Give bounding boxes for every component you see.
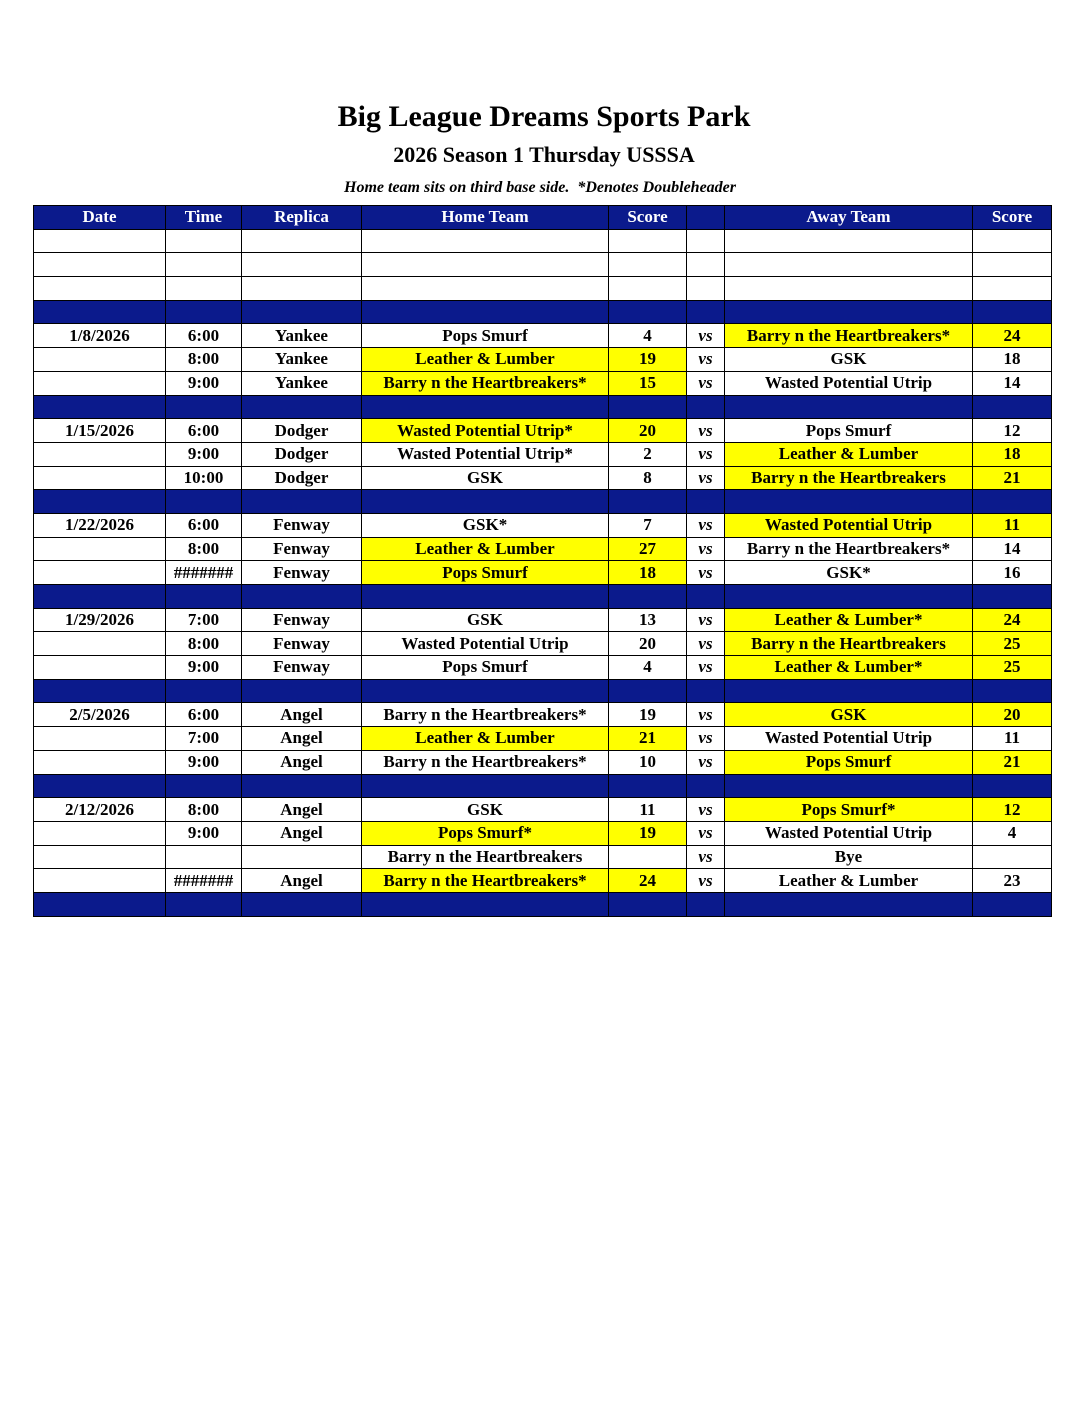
empty-row xyxy=(34,277,1052,301)
away-score-cell: 25 xyxy=(973,656,1052,680)
away-score-cell: 18 xyxy=(973,348,1052,372)
home-team-cell: GSK* xyxy=(362,513,609,537)
date-cell xyxy=(34,869,166,893)
home-score-cell: 20 xyxy=(609,632,687,656)
away-team-cell xyxy=(725,679,973,703)
time-cell xyxy=(166,892,242,916)
away-score-cell: 21 xyxy=(973,750,1052,774)
vs-cell: vs xyxy=(687,798,725,822)
home-score-cell: 27 xyxy=(609,537,687,561)
home-score-cell xyxy=(609,229,687,253)
date-cell xyxy=(34,490,166,514)
time-cell: 6:00 xyxy=(166,703,242,727)
home-team-cell: Pops Smurf* xyxy=(362,821,609,845)
replica-cell xyxy=(242,490,362,514)
vs-cell: vs xyxy=(687,845,725,869)
date-cell xyxy=(34,300,166,324)
home-score-cell xyxy=(609,679,687,703)
home-team-cell: Barry n the Heartbreakers* xyxy=(362,371,609,395)
vs-cell xyxy=(687,395,725,419)
time-cell: 6:00 xyxy=(166,513,242,537)
time-cell xyxy=(166,395,242,419)
date-cell xyxy=(34,277,166,301)
vs-cell: vs xyxy=(687,727,725,751)
time-cell: 9:00 xyxy=(166,750,242,774)
replica-cell: Angel xyxy=(242,798,362,822)
home-score-cell xyxy=(609,892,687,916)
replica-cell xyxy=(242,892,362,916)
vs-cell xyxy=(687,277,725,301)
replica-cell: Angel xyxy=(242,821,362,845)
date-cell: 1/8/2026 xyxy=(34,324,166,348)
away-team-cell: Leather & Lumber xyxy=(725,442,973,466)
home-team-cell xyxy=(362,395,609,419)
home-score-cell: 8 xyxy=(609,466,687,490)
date-cell: 1/22/2026 xyxy=(34,513,166,537)
date-cell xyxy=(34,371,166,395)
replica-cell xyxy=(242,774,362,798)
home-score-cell: 18 xyxy=(609,561,687,585)
away-score-cell xyxy=(973,679,1052,703)
home-score-cell xyxy=(609,845,687,869)
home-score-cell: 19 xyxy=(609,703,687,727)
away-score-cell: 12 xyxy=(973,419,1052,443)
away-score-cell: 4 xyxy=(973,821,1052,845)
date-cell xyxy=(34,229,166,253)
away-score-cell xyxy=(973,845,1052,869)
separator-row xyxy=(34,300,1052,324)
away-team-cell xyxy=(725,585,973,609)
replica-cell: Fenway xyxy=(242,537,362,561)
away-team-cell: Pops Smurf xyxy=(725,419,973,443)
vs-cell: vs xyxy=(687,632,725,656)
away-score-cell: 11 xyxy=(973,727,1052,751)
home-score-cell: 2 xyxy=(609,442,687,466)
home-team-cell: Barry n the Heartbreakers xyxy=(362,845,609,869)
vs-cell: vs xyxy=(687,869,725,893)
home-team-cell xyxy=(362,585,609,609)
header-time: Time xyxy=(166,206,242,230)
date-cell xyxy=(34,727,166,751)
table-row xyxy=(34,845,1052,869)
date-cell xyxy=(34,679,166,703)
away-score-cell xyxy=(973,892,1052,916)
replica-cell: Fenway xyxy=(242,632,362,656)
away-team-cell: Barry n the Heartbreakers xyxy=(725,632,973,656)
empty-row xyxy=(34,229,1052,253)
vs-cell xyxy=(687,585,725,609)
home-team-cell: Leather & Lumber xyxy=(362,348,609,372)
vs-cell xyxy=(687,679,725,703)
home-team-cell: Pops Smurf xyxy=(362,324,609,348)
time-cell: 6:00 xyxy=(166,324,242,348)
home-team-cell: GSK xyxy=(362,466,609,490)
time-cell: 9:00 xyxy=(166,371,242,395)
replica-cell: Fenway xyxy=(242,656,362,680)
away-team-cell: Bye xyxy=(725,845,973,869)
table-row xyxy=(34,632,1052,656)
replica-cell: Angel xyxy=(242,750,362,774)
separator-row xyxy=(34,892,1052,916)
home-score-cell xyxy=(609,277,687,301)
away-score-cell: 23 xyxy=(973,869,1052,893)
time-cell xyxy=(166,679,242,703)
away-team-cell xyxy=(725,774,973,798)
away-team-cell xyxy=(725,300,973,324)
time-cell xyxy=(166,845,242,869)
away-team-cell xyxy=(725,490,973,514)
away-score-cell: 11 xyxy=(973,513,1052,537)
home-team-cell: Wasted Potential Utrip xyxy=(362,632,609,656)
home-team-cell xyxy=(362,490,609,514)
vs-cell xyxy=(687,490,725,514)
time-cell: 9:00 xyxy=(166,656,242,680)
home-team-cell xyxy=(362,229,609,253)
time-cell: ####### xyxy=(166,561,242,585)
time-cell: 6:00 xyxy=(166,419,242,443)
away-score-cell: 16 xyxy=(973,561,1052,585)
away-team-cell: Barry n the Heartbreakers* xyxy=(725,537,973,561)
time-cell xyxy=(166,229,242,253)
schedule-note: Home team sits on third base side. *Denotes Doubleheader xyxy=(344,179,736,196)
table-row xyxy=(34,656,1052,680)
home-score-cell: 20 xyxy=(609,419,687,443)
replica-cell: Angel xyxy=(242,869,362,893)
replica-cell xyxy=(242,253,362,277)
away-score-cell xyxy=(973,395,1052,419)
time-cell xyxy=(166,300,242,324)
date-cell xyxy=(34,656,166,680)
home-score-cell: 19 xyxy=(609,348,687,372)
away-score-cell: 24 xyxy=(973,324,1052,348)
vs-cell xyxy=(687,300,725,324)
away-score-cell: 14 xyxy=(973,371,1052,395)
schedule-body xyxy=(34,229,1052,916)
vs-cell: vs xyxy=(687,442,725,466)
vs-cell: vs xyxy=(687,656,725,680)
separator-row xyxy=(34,490,1052,514)
away-score-cell: 20 xyxy=(973,703,1052,727)
time-cell xyxy=(166,774,242,798)
home-team-cell xyxy=(362,300,609,324)
away-team-cell: Wasted Potential Utrip xyxy=(725,821,973,845)
date-cell xyxy=(34,585,166,609)
date-cell xyxy=(34,774,166,798)
away-team-cell: Leather & Lumber* xyxy=(725,608,973,632)
replica-cell xyxy=(242,277,362,301)
replica-cell: Angel xyxy=(242,727,362,751)
home-score-cell xyxy=(609,300,687,324)
page-title: Big League Dreams Sports Park xyxy=(337,100,751,133)
date-cell xyxy=(34,632,166,656)
vs-cell: vs xyxy=(687,537,725,561)
table-row xyxy=(34,798,1052,822)
home-team-cell: Pops Smurf xyxy=(362,561,609,585)
table-row xyxy=(34,608,1052,632)
vs-cell xyxy=(687,774,725,798)
header-date: Date xyxy=(34,206,166,230)
header-home-score: Score xyxy=(609,206,687,230)
table-row xyxy=(34,821,1052,845)
date-cell xyxy=(34,537,166,561)
replica-cell: Angel xyxy=(242,703,362,727)
schedule-table xyxy=(33,205,1052,917)
time-cell: 8:00 xyxy=(166,348,242,372)
away-score-cell xyxy=(973,229,1052,253)
time-cell: ####### xyxy=(166,869,242,893)
away-score-cell xyxy=(973,277,1052,301)
away-team-cell xyxy=(725,395,973,419)
home-score-cell: 19 xyxy=(609,821,687,845)
replica-cell: Yankee xyxy=(242,324,362,348)
away-score-cell xyxy=(973,253,1052,277)
replica-cell: Yankee xyxy=(242,371,362,395)
header-replica: Replica xyxy=(242,206,362,230)
vs-cell: vs xyxy=(687,821,725,845)
away-team-cell xyxy=(725,229,973,253)
separator-row xyxy=(34,679,1052,703)
away-team-cell: GSK xyxy=(725,703,973,727)
time-cell: 9:00 xyxy=(166,821,242,845)
home-team-cell: GSK xyxy=(362,798,609,822)
vs-cell: vs xyxy=(687,371,725,395)
away-team-cell xyxy=(725,277,973,301)
replica-cell xyxy=(242,229,362,253)
time-cell: 10:00 xyxy=(166,466,242,490)
away-score-cell: 21 xyxy=(973,466,1052,490)
away-score-cell xyxy=(973,585,1052,609)
away-team-cell xyxy=(725,253,973,277)
vs-cell: vs xyxy=(687,324,725,348)
home-team-cell: Wasted Potential Utrip* xyxy=(362,442,609,466)
vs-cell xyxy=(687,892,725,916)
date-cell xyxy=(34,892,166,916)
date-cell xyxy=(34,442,166,466)
time-cell: 9:00 xyxy=(166,442,242,466)
page-subtitle: 2026 Season 1 Thursday USSSA xyxy=(393,142,695,167)
home-score-cell: 21 xyxy=(609,727,687,751)
away-score-cell: 25 xyxy=(973,632,1052,656)
home-score-cell xyxy=(609,490,687,514)
table-row xyxy=(34,869,1052,893)
date-cell xyxy=(34,253,166,277)
table-row xyxy=(34,419,1052,443)
time-cell xyxy=(166,490,242,514)
away-team-cell: GSK* xyxy=(725,561,973,585)
away-score-cell: 12 xyxy=(973,798,1052,822)
separator-row xyxy=(34,774,1052,798)
date-cell xyxy=(34,821,166,845)
time-cell: 8:00 xyxy=(166,632,242,656)
table-header-row xyxy=(34,206,1052,230)
date-cell xyxy=(34,750,166,774)
home-score-cell: 13 xyxy=(609,608,687,632)
home-score-cell xyxy=(609,395,687,419)
table-row xyxy=(34,703,1052,727)
date-cell xyxy=(34,561,166,585)
replica-cell: Fenway xyxy=(242,608,362,632)
empty-row xyxy=(34,253,1052,277)
date-cell: 1/15/2026 xyxy=(34,419,166,443)
header-away-team: Away Team xyxy=(725,206,973,230)
away-score-cell xyxy=(973,490,1052,514)
away-team-cell: Pops Smurf xyxy=(725,750,973,774)
replica-cell: Dodger xyxy=(242,419,362,443)
away-team-cell xyxy=(725,892,973,916)
away-score-cell: 24 xyxy=(973,608,1052,632)
time-cell xyxy=(166,277,242,301)
separator-row xyxy=(34,395,1052,419)
vs-cell: vs xyxy=(687,608,725,632)
home-team-cell: Barry n the Heartbreakers* xyxy=(362,750,609,774)
home-team-cell: Pops Smurf xyxy=(362,656,609,680)
away-score-cell xyxy=(973,300,1052,324)
table-row xyxy=(34,324,1052,348)
time-cell xyxy=(166,253,242,277)
table-row xyxy=(34,727,1052,751)
away-team-cell: GSK xyxy=(725,348,973,372)
home-team-cell: Leather & Lumber xyxy=(362,727,609,751)
away-team-cell: Leather & Lumber* xyxy=(725,656,973,680)
vs-cell: vs xyxy=(687,750,725,774)
home-score-cell: 7 xyxy=(609,513,687,537)
table-row xyxy=(34,348,1052,372)
home-score-cell: 4 xyxy=(609,656,687,680)
table-row xyxy=(34,750,1052,774)
replica-cell xyxy=(242,585,362,609)
vs-cell: vs xyxy=(687,703,725,727)
away-score-cell: 18 xyxy=(973,442,1052,466)
vs-cell: vs xyxy=(687,561,725,585)
home-team-cell xyxy=(362,253,609,277)
replica-cell xyxy=(242,845,362,869)
home-score-cell: 10 xyxy=(609,750,687,774)
time-cell: 7:00 xyxy=(166,727,242,751)
separator-row xyxy=(34,585,1052,609)
home-score-cell: 11 xyxy=(609,798,687,822)
replica-cell xyxy=(242,300,362,324)
vs-cell: vs xyxy=(687,466,725,490)
home-score-cell: 15 xyxy=(609,371,687,395)
time-cell xyxy=(166,585,242,609)
replica-cell: Dodger xyxy=(242,466,362,490)
date-cell xyxy=(34,466,166,490)
away-score-cell: 14 xyxy=(973,537,1052,561)
time-cell: 8:00 xyxy=(166,798,242,822)
home-team-cell xyxy=(362,679,609,703)
header-home-team: Home Team xyxy=(362,206,609,230)
date-cell xyxy=(34,348,166,372)
vs-cell: vs xyxy=(687,513,725,537)
away-team-cell: Barry n the Heartbreakers xyxy=(725,466,973,490)
replica-cell: Fenway xyxy=(242,561,362,585)
home-team-cell xyxy=(362,892,609,916)
away-team-cell: Pops Smurf* xyxy=(725,798,973,822)
away-team-cell: Barry n the Heartbreakers* xyxy=(725,324,973,348)
time-cell: 7:00 xyxy=(166,608,242,632)
home-score-cell xyxy=(609,253,687,277)
replica-cell: Yankee xyxy=(242,348,362,372)
away-team-cell: Leather & Lumber xyxy=(725,869,973,893)
table-row xyxy=(34,371,1052,395)
table-row xyxy=(34,466,1052,490)
date-cell: 2/5/2026 xyxy=(34,703,166,727)
replica-cell: Fenway xyxy=(242,513,362,537)
vs-cell xyxy=(687,229,725,253)
home-team-cell: Wasted Potential Utrip* xyxy=(362,419,609,443)
header-vs xyxy=(687,206,725,230)
home-score-cell xyxy=(609,585,687,609)
replica-cell xyxy=(242,679,362,703)
date-cell xyxy=(34,395,166,419)
away-team-cell: Wasted Potential Utrip xyxy=(725,727,973,751)
vs-cell: vs xyxy=(687,419,725,443)
home-score-cell: 4 xyxy=(609,324,687,348)
home-team-cell xyxy=(362,774,609,798)
table-row xyxy=(34,442,1052,466)
away-team-cell: Wasted Potential Utrip xyxy=(725,513,973,537)
away-score-cell xyxy=(973,774,1052,798)
date-cell: 1/29/2026 xyxy=(34,608,166,632)
home-team-cell: GSK xyxy=(362,608,609,632)
date-cell xyxy=(34,845,166,869)
home-team-cell: Barry n the Heartbreakers* xyxy=(362,703,609,727)
table-row xyxy=(34,537,1052,561)
date-cell: 2/12/2026 xyxy=(34,798,166,822)
home-team-cell: Barry n the Heartbreakers* xyxy=(362,869,609,893)
home-team-cell xyxy=(362,277,609,301)
home-team-cell: Leather & Lumber xyxy=(362,537,609,561)
table-row xyxy=(34,513,1052,537)
home-score-cell xyxy=(609,774,687,798)
replica-cell: Dodger xyxy=(242,442,362,466)
vs-cell: vs xyxy=(687,348,725,372)
table-row xyxy=(34,561,1052,585)
header-away-score: Score xyxy=(973,206,1052,230)
replica-cell xyxy=(242,395,362,419)
home-score-cell: 24 xyxy=(609,869,687,893)
time-cell: 8:00 xyxy=(166,537,242,561)
vs-cell xyxy=(687,253,725,277)
away-team-cell: Wasted Potential Utrip xyxy=(725,371,973,395)
